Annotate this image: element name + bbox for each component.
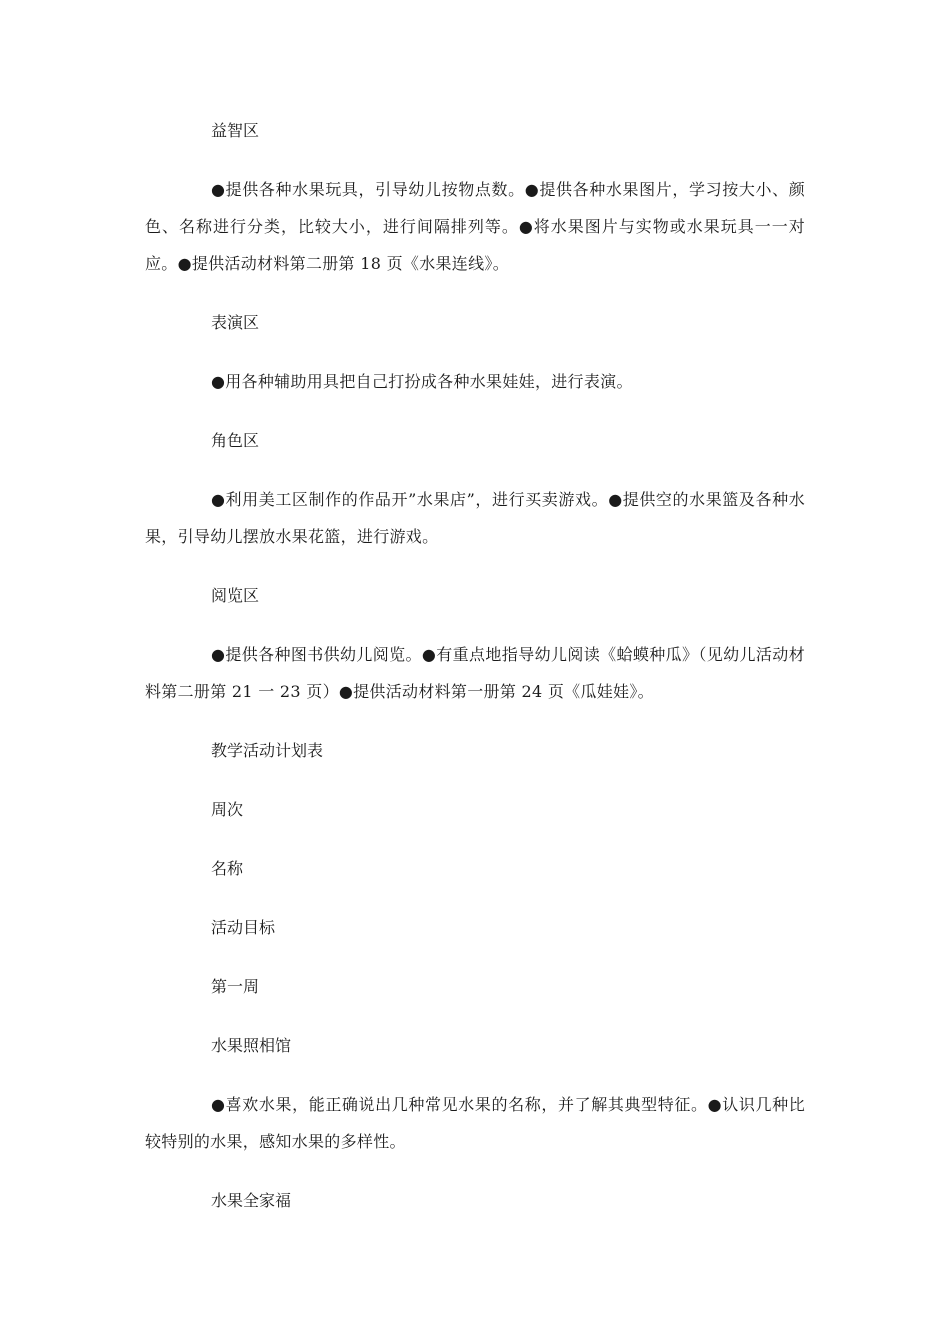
section-heading-plan-table: 教学活动计划表 — [211, 741, 324, 760]
paragraph-puzzle-area: ●提供各种水果玩具，引导幼儿按物点数。●提供各种水果图片，学习按大小、颜色、名称进行分类，比较大小，进行间隔排列等。●将水果图片与实物或水果玩具一一对应。●提供活动材料第二册第 18 页《水果连线》。 — [145, 180, 805, 273]
paragraph-role-area: ●利用美工区制作的作品开”水果店”，进行买卖游戏。●提供空的水果篮及各种水果，引导幼儿摆放水果花篮，进行游戏。 — [145, 490, 805, 546]
table-cell-week-one: 第一周 — [211, 977, 260, 996]
paragraph-reading-area: ●提供各种图书供幼儿阅览。●有重点地指导幼儿阅读《蛤蟆种瓜》（见幼儿活动材料第二册第 21 一 23 页）●提供活动材料第一册第 24 页《瓜娃娃》。 — [145, 645, 805, 701]
document-body — [145, 112, 805, 1219]
table-header-goal: 活动目标 — [211, 918, 276, 937]
table-header-name: 名称 — [211, 859, 244, 878]
paragraph-performance-area: ●用各种辅助用具把自己打扮成各种水果娃娃，进行表演。 — [211, 372, 633, 391]
section-heading-performance-area: 表演区 — [211, 313, 260, 332]
section-heading-reading-area: 阅览区 — [211, 586, 260, 605]
paragraph-fruit-photo-studio-goals: ●喜欢水果，能正确说出几种常见水果的名称，并了解其典型特征。●认识几种比较特别的水果，感知水果的多样性。 — [145, 1095, 805, 1151]
table-cell-fruit-photo-studio: 水果照相馆 — [211, 1036, 292, 1055]
section-heading-puzzle-area: 益智区 — [211, 121, 260, 140]
table-cell-fruit-family-photo: 水果全家福 — [211, 1191, 292, 1210]
section-heading-role-area: 角色区 — [211, 431, 260, 450]
table-header-week: 周次 — [211, 800, 244, 819]
